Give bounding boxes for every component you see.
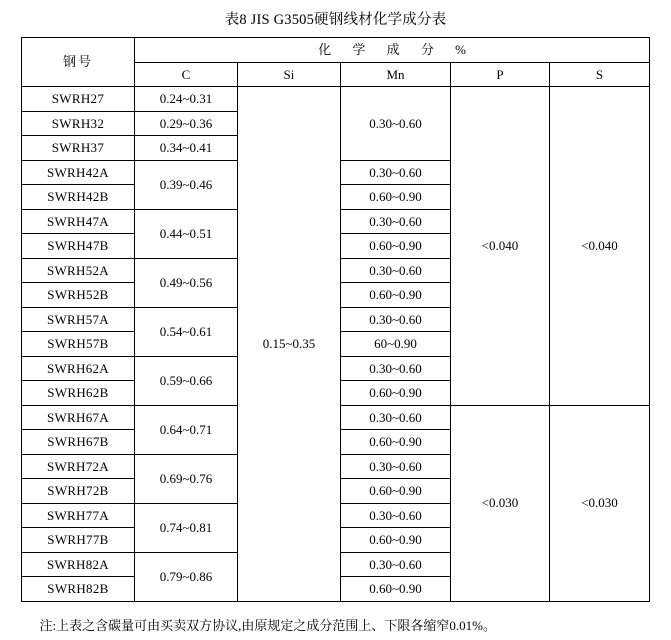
c-value: 0.54~0.61 [134, 307, 237, 356]
chemical-composition-table [21, 37, 650, 602]
grade-value: SWRH47A [21, 209, 134, 234]
c-value: 0.74~0.81 [134, 503, 237, 552]
table-header-row-1 [21, 38, 649, 63]
table-footnote-text: 注:上表之含碳量可由买卖双方协议,由原规定之成分范围上、下限各缩窄0.01%。 [39, 618, 496, 633]
header-col-p: P [450, 62, 549, 87]
mn-value: 0.30~0.60 [340, 258, 450, 283]
header-col-si: Si [237, 62, 340, 87]
mn-value: 0.30~0.60 [340, 307, 450, 332]
grade-value: SWRH67A [21, 405, 134, 430]
mn-value: 0.60~0.90 [340, 577, 450, 602]
grade-value: SWRH52B [21, 283, 134, 308]
c-value: 0.44~0.51 [134, 209, 237, 258]
mn-value: 0.60~0.90 [340, 283, 450, 308]
header-grade: 钢号 [21, 38, 134, 87]
s-value: <0.040 [549, 87, 649, 406]
p-value: <0.030 [450, 405, 549, 601]
grade-value: SWRH72B [21, 479, 134, 504]
grade-value: SWRH62B [21, 381, 134, 406]
mn-value: 0.60~0.90 [340, 528, 450, 553]
c-value: 0.24~0.31 [134, 87, 237, 112]
mn-value: 0.30~0.60 [340, 454, 450, 479]
c-value: 0.34~0.41 [134, 136, 237, 161]
c-value: 0.39~0.46 [134, 160, 237, 209]
grade-value: SWRH67B [21, 430, 134, 455]
si-value: 0.15~0.35 [237, 87, 340, 602]
mn-value: 0.60~0.90 [340, 234, 450, 259]
mn-value: 60~0.90 [340, 332, 450, 357]
grade-value: SWRH52A [21, 258, 134, 283]
grade-value: SWRH82A [21, 552, 134, 577]
page-title: 表8 JIS G3505硬钢线材化学成分表 [224, 12, 447, 28]
mn-value: 0.30~0.60 [340, 356, 450, 381]
grade-value: SWRH77A [21, 503, 134, 528]
mn-value: 0.60~0.90 [340, 381, 450, 406]
grade-value: SWRH72A [21, 454, 134, 479]
mn-value: 0.30~0.60 [340, 405, 450, 430]
grade-value: SWRH37 [21, 136, 134, 161]
grade-value: SWRH32 [21, 111, 134, 136]
mn-value: 0.30~0.60 [340, 552, 450, 577]
s-value: <0.030 [549, 405, 649, 601]
c-value: 0.29~0.36 [134, 111, 237, 136]
table-footnote [0, 615, 671, 634]
c-value: 0.59~0.66 [134, 356, 237, 405]
mn-value: 0.30~0.60 [340, 87, 450, 161]
grade-value: SWRH42A [21, 160, 134, 185]
grade-value: SWRH62A [21, 356, 134, 381]
mn-value: 0.60~0.90 [340, 185, 450, 210]
mn-value: 0.60~0.90 [340, 430, 450, 455]
grade-value: SWRH82B [21, 577, 134, 602]
header-col-s: S [549, 62, 649, 87]
header-chemistry: 化 学 成 分 % [134, 38, 649, 63]
table-row [21, 87, 649, 112]
grade-value: SWRH42B [21, 185, 134, 210]
grade-value: SWRH77B [21, 528, 134, 553]
header-col-c: C [134, 62, 237, 87]
c-value: 0.79~0.86 [134, 552, 237, 601]
mn-value: 0.30~0.60 [340, 209, 450, 234]
mn-value: 0.30~0.60 [340, 503, 450, 528]
c-value: 0.49~0.56 [134, 258, 237, 307]
c-value: 0.69~0.76 [134, 454, 237, 503]
mn-value: 0.30~0.60 [340, 160, 450, 185]
grade-value: SWRH27 [21, 87, 134, 112]
grade-value: SWRH57B [21, 332, 134, 357]
p-value: <0.040 [450, 87, 549, 406]
c-value: 0.64~0.71 [134, 405, 237, 454]
header-col-mn: Mn [340, 62, 450, 87]
mn-value: 0.60~0.90 [340, 479, 450, 504]
grade-value: SWRH47B [21, 234, 134, 259]
grade-value: SWRH57A [21, 307, 134, 332]
